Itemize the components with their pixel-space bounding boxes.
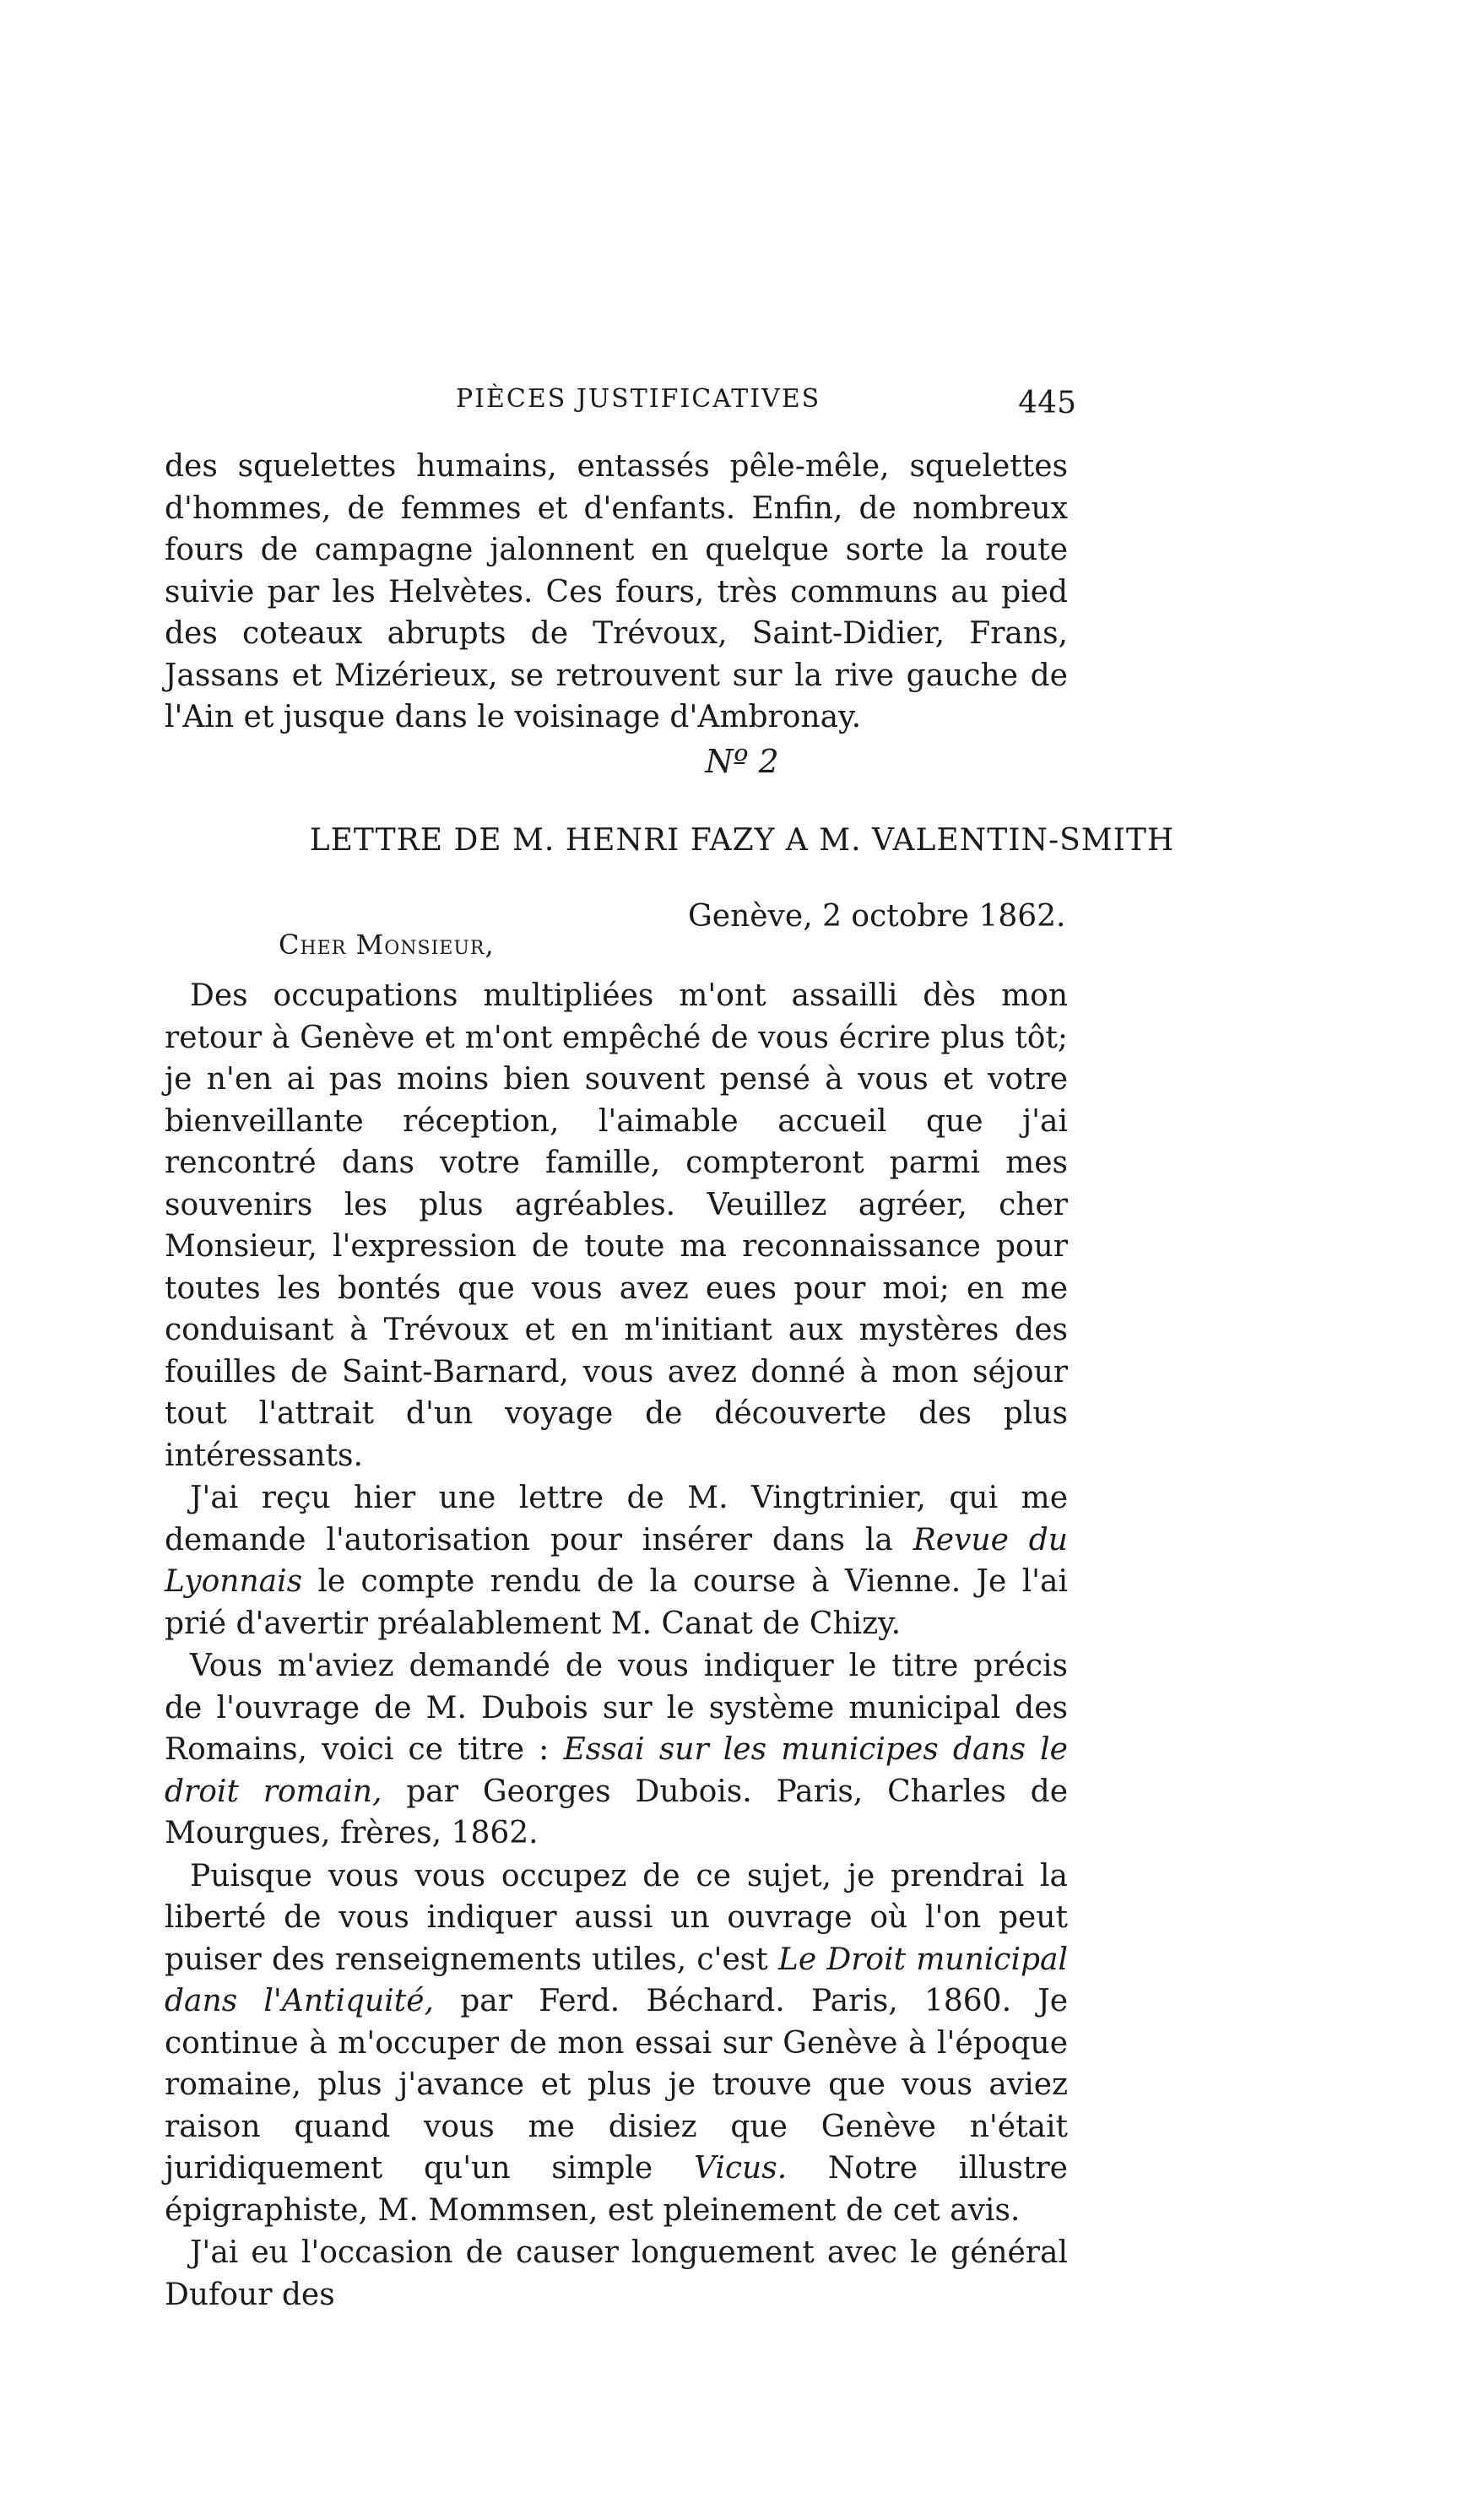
letter-title: LETTRE DE M. HENRI FAZY A M. VALENTIN-SMITH: [309, 823, 1175, 858]
paragraph-1: Des occupations multipliées m'ont assailli dès mon retour à Genève et m'ont empêché de vous écrire plus tôt; je n'en ai pas moins bien souvent pensé à vous et votre bienveillante réception, l'aimable accueil que j'ai rencontré dans votre famille, compteront parmi mes souvenirs les plus agréables. Veuillez agréer, cher Monsieur, l'expression de toute ma reconnaissance pour toutes les bontés que vous avez eues pour moi; en me conduisant à Trévoux et en m'initiant aux mystères des fouilles de Saint-Barnard, vous avez donné à mon séjour tout l'attrait d'un voyage de découverte des plus intéressants.: [165, 978, 1068, 1473]
paragraph-4-text-c: par Ferd. Béchard. Paris, 1860. Je continue à m'occuper de mon essai sur Genève à l'époque romaine, plus j'avance et plus je trouve que vous aviez raison quand vous me disiez que Genève n'était juridiquement qu'un simple: [165, 1984, 1069, 2186]
dateline: Genève, 2 octobre 1862.: [688, 899, 1066, 934]
paragraph-2: [165, 1477, 1068, 1644]
running-head: [165, 384, 1076, 435]
paragraph-2-text-c: le compte rendu de la course à Vienne. Je l'ai prié d'avertir préalablement M. Canat de Chizy.: [165, 1564, 1068, 1641]
paragraph-2-text-a: J'ai reçu hier une lettre de M. Vingtrinier, qui me demande l'autorisation pour insérer dans la: [165, 1481, 1068, 1557]
paragraph-4: [165, 1855, 1068, 2232]
paragraph-4-text-a: Puisque vous vous occupez de ce sujet, je prendrai la liberté de vous indiquer aussi un ouvrage où l'on peut puiser des renseignements utiles, c'est: [165, 1858, 1068, 1977]
paragraph-3: [165, 1645, 1068, 1855]
paragraph-4-book-title: Le Droit municipal dans l'Antiquité,: [165, 1942, 1068, 2018]
letter-body: [165, 975, 1068, 2316]
paragraph-2-journal-title: Revue du Lyonnais: [165, 1522, 1068, 1599]
running-title: PIÈCES JUSTIFICATIVES: [456, 384, 821, 414]
paragraph-4-text-e: Notre illustre épigraphiste, M. Mommsen, est pleinement de cet avis.: [165, 2151, 1068, 2228]
paragraph-3-book-title: Essai sur les municipes dans le droit romain,: [165, 1732, 1068, 1809]
paragraph-3-text-c: par Georges Dubois. Paris, Charles de Mourgues, frères, 1862.: [165, 1774, 1068, 1850]
continuation-paragraph: [165, 446, 1068, 739]
paragraph-3-text-a: Vous m'aviez demandé de vous indiquer le titre précis de l'ouvrage de M. Dubois sur le système municipal des Romains, voici ce titre :: [165, 1649, 1068, 1767]
salutation: Cher Monsieur,: [279, 929, 495, 961]
page-number: 445: [1018, 386, 1076, 420]
piece-number: Nº 2: [705, 743, 779, 780]
paragraph-5: J'ai eu l'occasion de causer longuement avec le général Dufour des: [165, 2235, 1068, 2312]
continuation-text: des squelettes humains, entassés pêle-mêle, squelettes d'hommes, de femmes et d'enfants. Enfin, de nombreux fours de campagne jalonnent en quelque sorte la route suivie par les Helvètes. Ces fours, très communs au pied des coteaux abrupts de Trévoux, Saint-Didier, Frans, Jassans et Mizérieux, se retrouvent sur la rive gauche de l'Ain et jusque dans le voisinage d'Ambronay.: [165, 449, 1068, 734]
paragraph-4-vicus: Vicus.: [694, 2151, 788, 2186]
